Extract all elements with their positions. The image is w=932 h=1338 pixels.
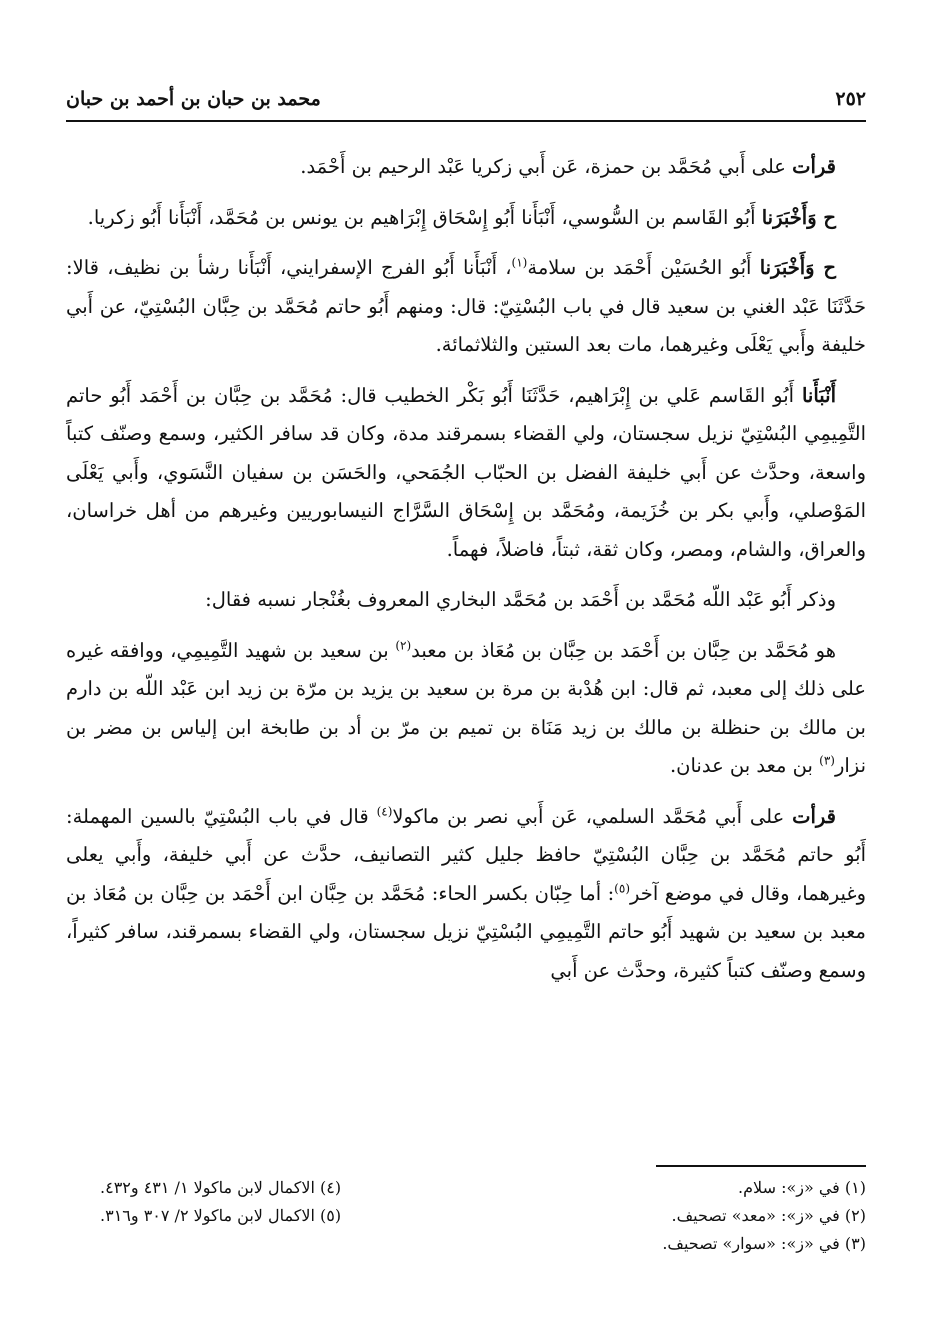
footnote-1: (١) في «ز»: سلام. bbox=[738, 1178, 866, 1197]
paragraph-text: وذكر أَبُو عَبْد اللّه مُحَمَّد بن أَحْمَد بن مُحَمَّد البخاري المعروف بغُنْجار نسبه فقال: bbox=[205, 588, 836, 611]
footnotes-left-column bbox=[100, 1178, 341, 1253]
paragraph-2 bbox=[66, 199, 866, 238]
page-header bbox=[66, 80, 866, 110]
paragraph-lead: قرأت bbox=[792, 804, 836, 828]
footnote-3: (٣) في «ز»: «سوار» تصحيف. bbox=[662, 1234, 866, 1253]
paragraph-4 bbox=[66, 377, 866, 570]
paragraph-7 bbox=[66, 798, 866, 991]
paragraph-text: بن سعيد بن شهيد التَّمِيمِي، ووافقه غيره على ذلك إلى معبد، ثم قال: ابن هُدْبة بن مرة بن سعيد بن يزيد بن مرّة بن زيد ابن عَبْد اللّه بن دارم بن مالك بن حنظلة بن مالك بن زيد مَنَاة بن تميم بن مرّ بن أد بن طابخة ابن إلياس بن مضر بن نزار bbox=[66, 638, 866, 777]
paragraph-text: أَبُو الحُسَيْن أَحْمَد بن سلامة bbox=[527, 256, 760, 279]
paragraph-3 bbox=[66, 249, 866, 365]
paragraph-6 bbox=[66, 632, 866, 786]
paragraph-text: بن معد بن عدنان. bbox=[669, 754, 820, 777]
header-divider bbox=[66, 120, 866, 122]
paragraph-lead: ح وَأَخْبَرَنا bbox=[761, 205, 836, 229]
footnotes-right-column bbox=[662, 1178, 866, 1253]
page-number: ٢٥٢ bbox=[835, 88, 866, 110]
paragraph-text: على أَبي مُحَمَّد بن حمزة، عَن أَبي زكريا عَبْد الرحيم بن أَحْمَد. bbox=[300, 155, 793, 178]
paragraph-lead: ح وَأَخْبَرَنا bbox=[759, 256, 837, 279]
paragraph-1 bbox=[66, 148, 866, 187]
footnote-ref[interactable]: (٥) bbox=[614, 881, 630, 895]
footnote-divider bbox=[656, 1165, 866, 1167]
paragraph-text: ، أَنْبَأَنا أَبُو الفرج الإسفرايني، أَنْبَأَنا رشأ بن نظيف، قالا: حَدَّثَنَا عَبْد الغني بن سعيد قال في باب البُسْتِيّ: قال: ومنهم أَبُو حاتم مُحَمَّد بن حِبَّان البُسْتِيّ، عن أَبي خليفة وأَبي يَعْلَى وغيرهما، مات بعد الستين والثلاثمائة. bbox=[66, 256, 866, 356]
paragraph-text: هو مُحَمَّد بن حِبَّان بن أَحْمَد بن حِبَّان بن مُعَاذ بن معبد bbox=[411, 638, 836, 662]
footnote-ref[interactable]: (٤) bbox=[376, 804, 393, 818]
paragraph-lead: أَنْبَأَنا bbox=[801, 383, 836, 407]
paragraph-lead: قرأت bbox=[792, 155, 836, 178]
footnote-4: (٤) الاكمال لابن ماكولا ١/ ٤٣١ و٤٣٢. bbox=[100, 1178, 342, 1197]
footnotes bbox=[100, 1178, 866, 1253]
footnote-ref[interactable]: (٢) bbox=[395, 638, 412, 652]
footnote-ref[interactable]: (١) bbox=[511, 255, 528, 270]
footnote-2: (٢) في «ز»: «معد» تصحيف. bbox=[671, 1206, 866, 1225]
footnote-ref[interactable]: (٣) bbox=[819, 753, 835, 768]
main-text bbox=[66, 148, 866, 1002]
paragraph-5 bbox=[66, 581, 866, 620]
footnote-5: (٥) الاكمال لابن ماكولا ٢/ ٣٠٧ و٣١٦. bbox=[100, 1206, 342, 1225]
paragraph-text: على أَبي مُحَمَّد السلمي، عَن أَبي نصر بن ماكولا bbox=[392, 804, 793, 828]
paragraph-text: أَبُو القَاسم عَلي بن إِبْرَاهيم، حَدَّثَنَا أَبُو بَكْر الخطيب قال: مُحَمَّد بن حِبَّان بن أَحْمَد أَبُو حاتم التَّمِيمِي البُسْتِيّ نزيل سجستان، ولي القضاء بسمرقند مدة، وكان قد سافر الكثير، وسمع وصنّف كتباً واسعة، وحدَّث عن أَبي خليفة الفضل بن الحبّاب الجُمَحي، والحَسَن بن سفيان النَّسَوي، وأَبي يَعْلَى المَوْصلي، وأَبي بكر بن خُزَيمة، ومُحَمَّد بن إِسْحَاق السَّرَّاج النيسابوريين وغيرهم من أهل خراسان، والعراق، والشام، ومصر، وكان ثقة، ثبتاً، فاضلاً، فهماً. bbox=[66, 383, 866, 561]
paragraph-text: أَبُو القَاسم بن السُّوسي، أَنْبَأَنا أَبُو إِسْحَاق إِبْرَاهيم بن يونس بن مُحَمَّد، أَنْبَأَنا أَبُو زكريا. bbox=[87, 205, 762, 229]
paragraph-text: قال في باب البُسْتِيّ بالسين المهملة: أَبُو حاتم مُحَمَّد بن حِبَّان البُسْتِيّ حافظ جليل كثير التصانيف، حدَّث عن أَبي خليفة، وأَبي يعلى وغيرهما، وقال في موضع آخر bbox=[66, 804, 866, 905]
running-title: محمد بن حبان بن أحمد بن حبان bbox=[66, 88, 321, 110]
paragraph-text: : أما حِبّان بكسر الحاء: مُحَمَّد بن حِبَّان ابن أَحْمَد بن حِبَّان بن مُعَاذ بن معبد بن سعيد بن شهيد أَبُو حاتم التَّمِيمِي البُسْتِيّ نزيل سجستان، ولي القضاء بسمرقند، سافر كثيراً، وسمع وصنّف كتباً كثيرة، وحدَّث عن أَبي bbox=[66, 881, 866, 982]
